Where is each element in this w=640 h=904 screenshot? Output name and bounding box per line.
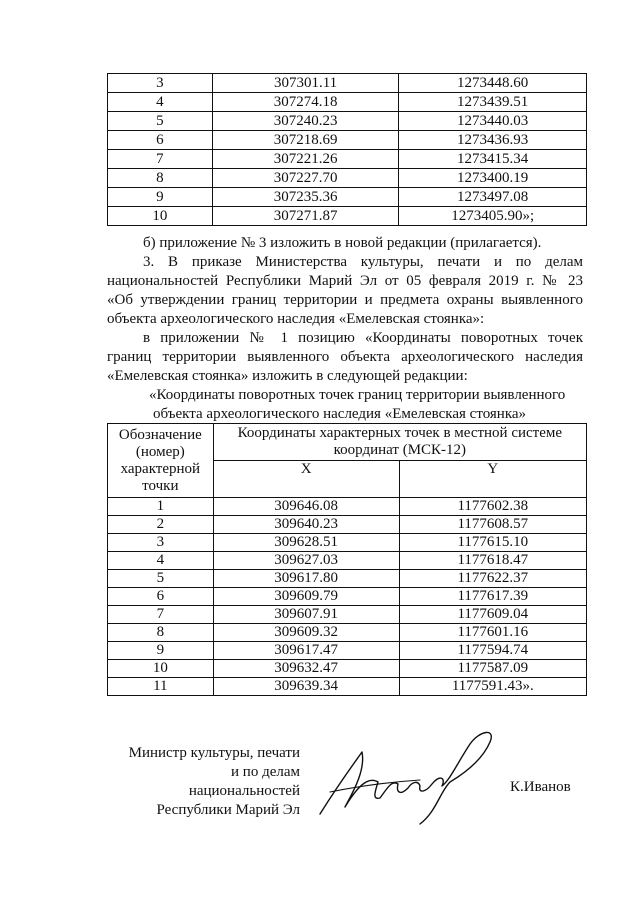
cell-x: 309632.47: [213, 660, 399, 678]
cell-point-number: 2: [108, 516, 214, 534]
cell-point-number: 3: [108, 534, 214, 552]
table-row: [108, 678, 587, 696]
cell-y: 1273436.93: [399, 131, 587, 150]
header-coordinates-line-2: координат (МСК-12): [333, 442, 467, 458]
cell-point-number: 9: [108, 642, 214, 660]
table-row: [108, 516, 587, 534]
cell-x: 307227.70: [212, 169, 398, 188]
cell-y: 1177622.37: [399, 570, 586, 588]
header-coordinates: [213, 424, 586, 461]
cell-point-number: 3: [108, 74, 213, 93]
coordinates-table: [107, 423, 587, 696]
cell-point-number: 4: [108, 93, 213, 112]
table-row: [108, 498, 587, 516]
signatory-name: К.Иванов: [510, 779, 571, 795]
cell-x: 307301.11: [212, 74, 398, 93]
cell-x: 307235.36: [212, 188, 398, 207]
cell-y: 1273439.51: [399, 93, 587, 112]
cell-point-number: 7: [108, 150, 213, 169]
signatory-title: [120, 744, 300, 820]
cell-y: 1177601.16: [399, 624, 586, 642]
header-point-line-4: точки: [142, 477, 179, 494]
cell-x: 309607.91: [213, 606, 399, 624]
cell-point-number: 4: [108, 552, 214, 570]
table-row: [108, 150, 587, 169]
cell-y: 1177587.09: [399, 660, 586, 678]
cell-point-number: 6: [108, 131, 213, 150]
header-point-line-3: характерной: [120, 460, 201, 477]
table-row: [108, 207, 587, 226]
cell-point-number: 5: [108, 570, 214, 588]
cell-x: 309617.80: [213, 570, 399, 588]
table-title-line-1: «Координаты поворотных точек границ территории выявленного: [149, 387, 566, 403]
cell-y: 1273497.08: [399, 188, 587, 207]
cell-y: 1177618.47: [399, 552, 586, 570]
cell-x: 309640.23: [213, 516, 399, 534]
cell-x: 307271.87: [212, 207, 398, 226]
cell-point-number: 1: [108, 498, 214, 516]
table-row: [108, 93, 587, 112]
header-point-line-2: (номер): [135, 443, 185, 460]
cell-point-number: 7: [108, 606, 214, 624]
cell-x: 309609.32: [213, 624, 399, 642]
cell-point-number: 8: [108, 169, 213, 188]
header-point-line-1: Обозначение: [118, 426, 202, 443]
paragraph-appendix-3: б) приложение № 3 изложить в новой редакции (прилагается).: [143, 235, 542, 251]
cell-y: 1177609.04: [399, 606, 586, 624]
cell-x: 309627.03: [213, 552, 399, 570]
signatory-title-line-3: Республики Марий Эл: [156, 802, 300, 818]
cell-x: 309628.51: [213, 534, 399, 552]
handwritten-signature: [300, 722, 510, 832]
cell-x: 309617.47: [213, 642, 399, 660]
cell-point-number: 11: [108, 678, 214, 696]
paragraph-3-line-2: национальностей Республики Марий Эл от 05 февраля 2019 г. № 23: [107, 273, 583, 289]
table-row: [108, 606, 587, 624]
header-y: Y: [399, 461, 586, 498]
cell-x: 309646.08: [213, 498, 399, 516]
header-x: X: [213, 461, 399, 498]
cell-x: 307240.23: [212, 112, 398, 131]
table-row: [108, 534, 587, 552]
cell-y: 1273440.03: [399, 112, 587, 131]
table-row: [108, 570, 587, 588]
cell-point-number: 10: [108, 207, 213, 226]
cell-x: 307221.26: [212, 150, 398, 169]
cell-point-number: 10: [108, 660, 214, 678]
coordinates-table-continued: [107, 73, 587, 226]
table-row: [108, 624, 587, 642]
paragraph-position-line-1: в приложении № 1 позицию «Координаты поворотных точек: [143, 330, 583, 346]
cell-y: 1177602.38: [399, 498, 586, 516]
table-row: [108, 131, 587, 150]
cell-y: 1273415.34: [399, 150, 587, 169]
cell-y: 1273405.90»;: [399, 207, 587, 226]
cell-point-number: 9: [108, 188, 213, 207]
table-row: [108, 74, 587, 93]
cell-x: 309609.79: [213, 588, 399, 606]
table-title-line-2: объекта археологического наследия «Емелевская стоянка»: [153, 406, 527, 422]
cell-x: 307274.18: [212, 93, 398, 112]
paragraph-3-line-4: объекта археологического наследия «Емелевская стоянка»:: [107, 311, 485, 327]
table-row: [108, 588, 587, 606]
paragraph-position-line-2: границ территории выявленного объекта археологического наследия: [107, 349, 583, 365]
cell-y: 1273448.60: [399, 74, 587, 93]
table-row: [108, 642, 587, 660]
paragraph-3-line-3: «Об утверждении границ территории и предмета охраны выявленного: [107, 292, 583, 308]
signatory-title-line-2: и по делам национальностей: [188, 764, 300, 799]
paragraph-3-line-1: 3. В приказе Министерства культуры, печати и по делам: [143, 254, 583, 270]
table-row: [108, 112, 587, 131]
paragraph-position-line-3: «Емелевская стоянка» изложить в следующей редакции:: [107, 368, 468, 384]
cell-y: 1273400.19: [399, 169, 587, 188]
cell-point-number: 5: [108, 112, 213, 131]
cell-x: 307218.69: [212, 131, 398, 150]
table-row: [108, 188, 587, 207]
cell-y: 1177617.39: [399, 588, 586, 606]
header-point-designation: [108, 424, 214, 498]
cell-y: 1177608.57: [399, 516, 586, 534]
table-row: [108, 660, 587, 678]
cell-x: 309639.34: [213, 678, 399, 696]
cell-y: 1177594.74: [399, 642, 586, 660]
table-row: [108, 552, 587, 570]
cell-point-number: 6: [108, 588, 214, 606]
cell-y: 1177615.10: [399, 534, 586, 552]
cell-point-number: 8: [108, 624, 214, 642]
header-coordinates-line-1: Координаты характерных точек в местной системе: [237, 425, 563, 441]
cell-y: 1177591.43».: [399, 678, 586, 696]
table-row: [108, 169, 587, 188]
signatory-title-line-1: Министр культуры, печати: [128, 745, 300, 761]
